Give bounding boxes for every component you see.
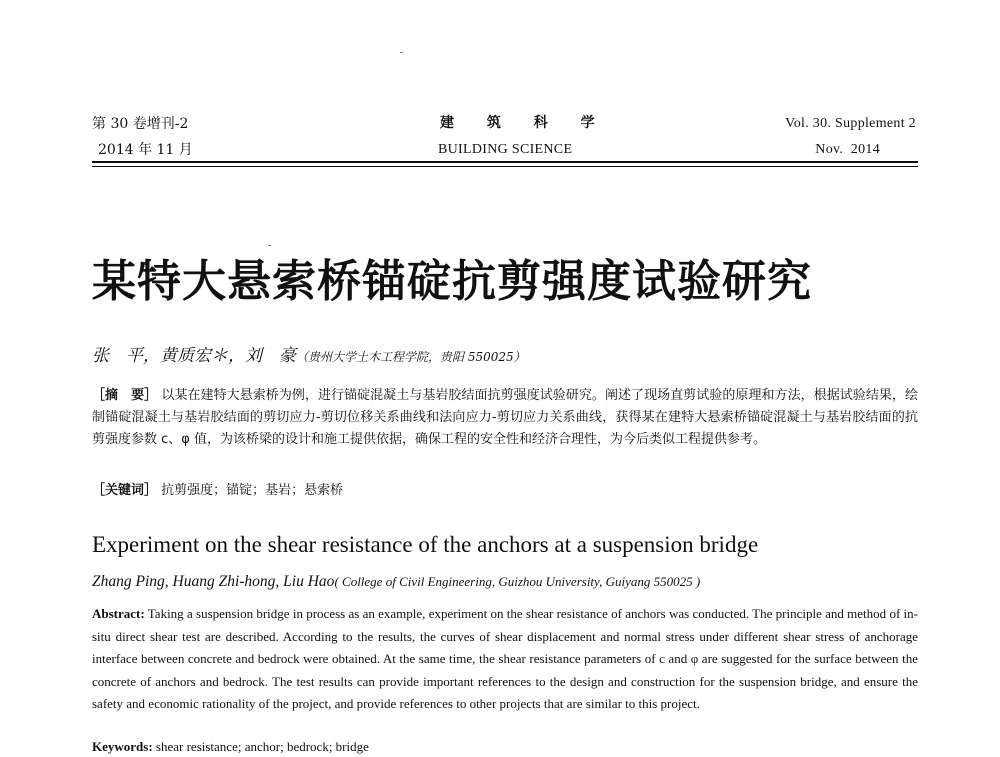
affiliation-en: ( College of Civil Engineering, Guizhou University, Guiyang 550025 ) [334,574,701,589]
header-date-cn: 2014 年 11 月 [98,142,193,158]
header-volume-cn: 第 30 卷增刊-2 [92,116,189,132]
keywords-en [92,737,918,757]
header-journal-cn: 建 筑 科 学 [440,115,609,131]
keywords-cn [92,480,918,502]
abstract-en [92,603,918,716]
header-volume-en: Vol. 30. Supplement 2 [785,116,916,131]
authors-cn-line [92,345,526,368]
abstract-cn [92,385,918,451]
keywords-en-text: shear resistance; anchor; bedrock; bridge [155,739,369,754]
header-rule-thin [92,166,918,167]
abstract-en-label: Abstract: [92,606,145,621]
abstract-cn-label: ［摘 要］ [92,388,158,403]
authors-en-line [92,572,700,592]
article-title-en: Experiment on the shear resistance of the anchors at a suspension bridge [92,532,759,557]
header-journal-en: BUILDING SCIENCE [438,142,573,157]
keywords-cn-label: ［关键词］ [92,483,158,498]
authors-en: Zhang Ping, Huang Zhi-hong, Liu Hao [92,573,335,590]
abstract-en-text: Taking a suspension bridge in process as an example, experiment on the shear resistance of anchors was conducted. The principle and method of in-situ direct shear test are described. According to the results, the curves of shear displacement and normal stress under different shear stress of anchorage interface between concrete and bedrock were obtained. At the same time, the shear resistance parameters of c and φ are suggested for the surface between the concrete of anchors and bedrock. The test results can provide important references to the design and construction for the suspension bridge, and ensure the safety and economic rationality of the project, and provide references to other projects that are similar to this project. [92,606,918,711]
keywords-cn-text: 抗剪强度；锚锭；基岩；悬索桥 [161,483,344,498]
header-date-en: Nov. 2014 [815,142,880,157]
scan-speck [268,245,271,246]
article-title-cn: 某特大悬索桥锚碇抗剪强度试验研究 [92,256,812,307]
affiliation-cn: （贵州大学土木工程学院，贵阳 550025） [296,350,526,364]
abstract-cn-text: 以某在建特大悬索桥为例，进行锚碇混凝土与基岩胶结面抗剪强度试验研究。阐述了现场直剪试验的原理和方法，根据试验结果，绘制锚碇混凝土与基岩胶结面的剪切应力-剪切位移关系曲线和法向应力-剪切应力关系曲线，获得某在建特大悬索桥锚碇混凝土与基岩胶结面的抗剪强度参数 c、φ 值，为该桥梁的设计和施工提供依据，确保工程的安全性和经济合理性，为今后类似工程提供参考。 [92,388,918,447]
keywords-en-label: Keywords: [92,739,153,754]
header-rule-thick [92,161,918,163]
authors-cn: 张 平，黄质宏＊，刘 豪 [92,346,296,366]
scan-speck [400,52,403,53]
